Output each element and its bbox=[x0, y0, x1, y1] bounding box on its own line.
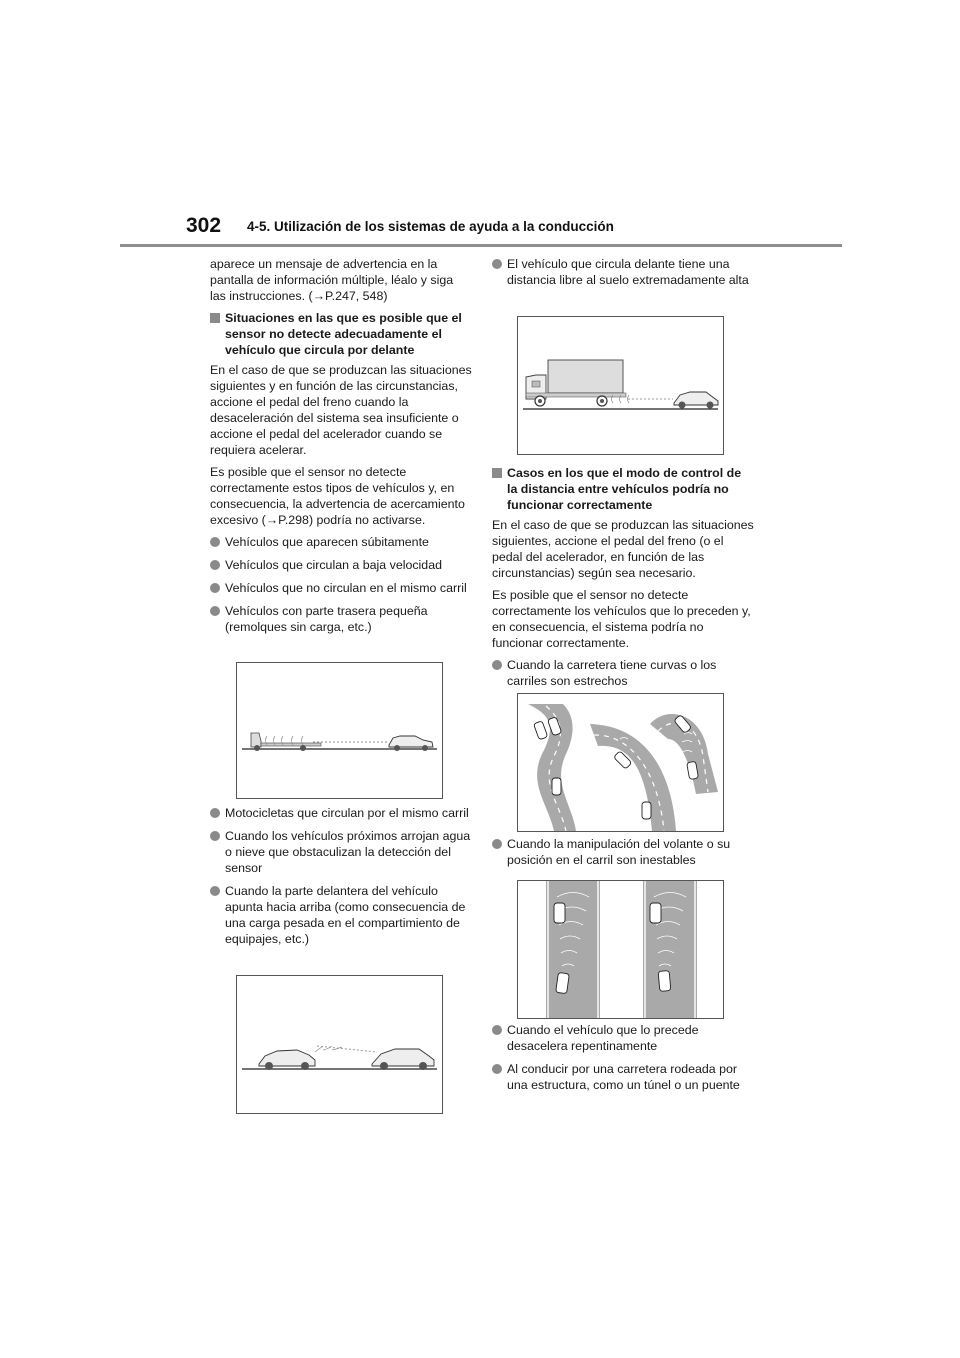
round-bullet-icon bbox=[210, 831, 220, 841]
truck-illustration bbox=[517, 316, 724, 455]
intro-paragraph: aparece un mensaje de advertencia en la pantalla de información múltiple, léalo y siga las instrucciones. (→P.247, 548) bbox=[210, 257, 454, 303]
bullet-text: Cuando la carretera tiene curvas o los carriles son estrechos bbox=[507, 658, 717, 688]
bullet-item bbox=[492, 256, 754, 288]
chapter-title: 4-5. Utilización de los sistemas de ayuda a la conducción bbox=[247, 219, 614, 234]
paragraph: Es posible que el sensor no detecte correctamente los vehículos que lo preceden y, en consecuencia, el sistema podría no funcionar correctamente. bbox=[492, 588, 751, 650]
right-column-middle bbox=[492, 459, 754, 696]
round-bullet-icon bbox=[210, 537, 220, 547]
round-bullet-icon bbox=[492, 259, 502, 269]
section-heading-text: Casos en los que el modo de control de la distancia entre vehículos podría no funcionar correctamente bbox=[507, 466, 742, 512]
bullet-item bbox=[492, 836, 754, 868]
round-bullet-icon bbox=[210, 606, 220, 616]
round-bullet-icon bbox=[210, 560, 220, 570]
section-heading bbox=[492, 465, 754, 513]
nose-up-car-illustration bbox=[236, 975, 443, 1114]
bullet-text: Cuando los vehículos próximos arrojan agua o nieve que obstaculizan la detección del sensor bbox=[225, 829, 471, 875]
section-heading-text: Situaciones en las que es posible que el sensor no detecte adecuadamente el vehículo que circula por delante bbox=[225, 311, 462, 357]
page-number: 302 bbox=[186, 214, 222, 237]
bullet-text: Cuando el vehículo que lo precede desacelera repentinamente bbox=[507, 1023, 699, 1053]
bullet-item bbox=[210, 534, 472, 550]
paragraph: Es posible que el sensor no detecte correctamente estos tipos de vehículos y, en consecuencia, la advertencia de acercamiento excesivo (→P.298) podría no activarse. bbox=[210, 465, 465, 527]
round-bullet-icon bbox=[492, 660, 502, 670]
header-rule bbox=[120, 244, 842, 247]
bullet-text: Motocicletas que circulan por el mismo carril bbox=[225, 806, 469, 820]
bullet-item bbox=[210, 805, 472, 821]
bullet-item bbox=[492, 657, 754, 689]
trailer-illustration bbox=[236, 662, 443, 799]
bullet-text: Vehículos con parte trasera pequeña (remolques sin carga, etc.) bbox=[225, 604, 428, 634]
bullet-item bbox=[210, 828, 472, 876]
paragraph: En el caso de que se produzcan las situaciones siguientes, accione el pedal del freno (o el pedal del acelerador, en función de las circunstancias) según sea necesario. bbox=[492, 518, 754, 580]
bullet-item bbox=[210, 603, 472, 635]
bullet-text: Vehículos que circulan a baja velocidad bbox=[225, 558, 442, 572]
lane-position-illustration bbox=[517, 880, 724, 1019]
left-column-lower bbox=[210, 805, 472, 954]
bullet-text: Cuando la manipulación del volante o su posición en el carril son inestables bbox=[507, 837, 731, 867]
section-heading bbox=[210, 310, 472, 358]
paragraph: En el caso de que se produzcan las situaciones siguientes y en función de las circunstancias, accione el pedal del freno cuando la desaceleración del sistema sea insuficiente o accione el pedal del acelerador cuando se requiera acelerar. bbox=[210, 363, 472, 457]
round-bullet-icon bbox=[210, 583, 220, 593]
round-bullet-icon bbox=[492, 839, 502, 849]
right-column-bottom bbox=[492, 1022, 754, 1100]
bullet-text: Al conducir por una carretera rodeada por una estructura, como un túnel o un puente bbox=[507, 1062, 740, 1092]
bullet-item bbox=[492, 1022, 754, 1054]
bullet-text: Cuando la parte delantera del vehículo apunta hacia arriba (como consecuencia de una carga pesada en el compartimiento de equipajes, etc.) bbox=[225, 884, 466, 946]
bullet-text: Vehículos que aparecen súbitamente bbox=[225, 535, 429, 549]
bullet-text: Vehículos que no circulan en el mismo carril bbox=[225, 581, 467, 595]
bullet-item bbox=[210, 580, 472, 596]
square-bullet-icon bbox=[492, 468, 502, 478]
curved-road-illustration bbox=[517, 693, 724, 832]
round-bullet-icon bbox=[210, 886, 220, 896]
right-column-steering bbox=[492, 836, 754, 875]
bullet-item bbox=[210, 883, 472, 947]
round-bullet-icon bbox=[210, 808, 220, 818]
bullet-item bbox=[492, 1061, 754, 1093]
bullet-item bbox=[210, 557, 472, 573]
round-bullet-icon bbox=[492, 1025, 502, 1035]
left-column bbox=[210, 256, 472, 642]
bullet-text: El vehículo que circula delante tiene una distancia libre al suelo extremadamente alta bbox=[507, 257, 749, 287]
right-column-top bbox=[492, 256, 754, 295]
round-bullet-icon bbox=[492, 1064, 502, 1074]
square-bullet-icon bbox=[210, 313, 220, 323]
